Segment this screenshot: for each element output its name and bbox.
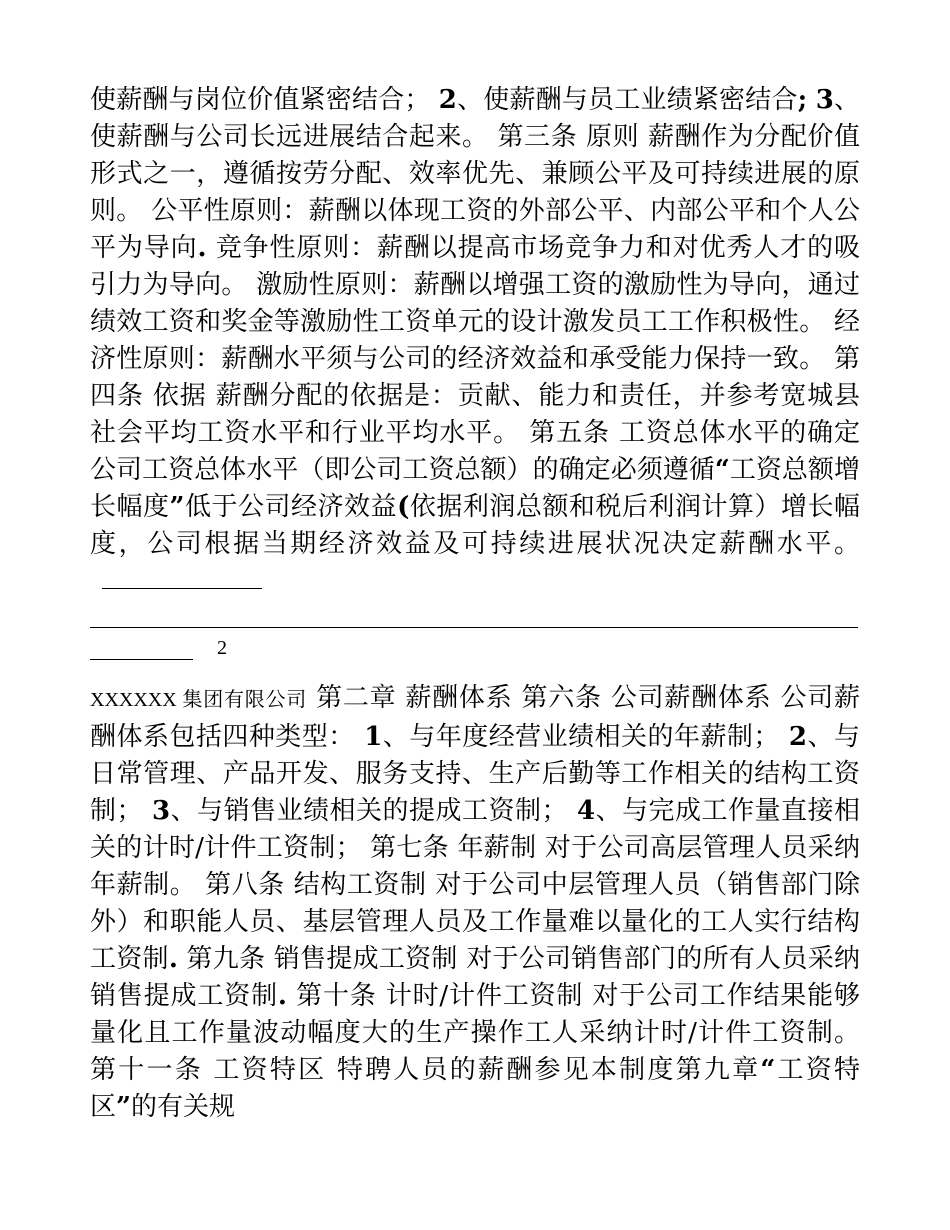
text-run: 、与完成工作量直接相关的计时/计件工资制； 第七条 年薪制 对于公司高层管理人员采纳年薪制。 第八条 结构工资制 对于公司中层管理人员（销售部门除外）和职能人员、基层管理人员及工作量难以量化的工人实行结构工资制 (90, 796, 860, 974)
text-run: 依据利润总额和税后利润计算）增长幅度，公司根据当期经济效益及可持续进展状况决定薪酬水平。 (90, 492, 860, 559)
quote-mark: “ (760, 1055, 776, 1085)
quote-mark: “ (714, 455, 730, 485)
punctuation: ; (797, 85, 808, 115)
text-run: 、使薪酬与员工业绩紧密结合 (456, 85, 798, 115)
text-run: 、与日常管理、产品开发、服务支持、生产后勤等工作相关的结构工资制； (90, 722, 860, 826)
text-run: 第九条 销售提成工资制 对于公司销售部门的所有人员采纳销售提成工资制 (90, 944, 860, 1011)
page-footer (90, 636, 227, 660)
text-run: 、与销售业绩相关的提成工资制； (170, 796, 568, 826)
text-run: 竞争性原则：薪酬以提高市场竞争力和对优秀人才的吸引力为导向。 激励性原则：薪酬以增强工资的激励性为导向，通过绩效工资和奖金等激励性工资单元的设计激发员工工作积极性。 经济性原则：薪酬水平须与公司的经济效益和承受能力保持一致。 第四条 依据 薪酬分配的依据是：贡献、能力和责任，并参考宽城县社会平均工资水平和行业平均水平。 第五条 工资总体水平的确定 公司工资总体水平（即公司工资总额）的确定必须遵循 (90, 233, 860, 485)
quote-mark: ” (116, 1092, 131, 1122)
text-run: 低于公司经济效益 (184, 492, 398, 522)
punctuation: . (197, 233, 207, 263)
punctuation: ( (397, 492, 410, 522)
quote-mark: ” (169, 492, 185, 522)
punctuation: . (168, 944, 178, 974)
text-run: 工资特区 (90, 1055, 860, 1122)
footer-underline (90, 641, 193, 660)
page-break-rule (90, 627, 858, 628)
page-number: 2 (217, 637, 227, 659)
text-run: 第二章 薪酬体系 第六条 公司薪酬体系 公司薪酬体系包括四种类型： (90, 683, 860, 752)
text-run: 的有关规 (130, 1092, 235, 1122)
punctuation: . (277, 981, 287, 1011)
compensation-system-paragraph (90, 680, 860, 1126)
text-run: 使薪酬与岗位价值紧密结合； (90, 85, 431, 115)
text-run: 第十条 计时/计件工资制 对于公司工作结果能够量化且工作量波动幅度大的生产操作工人采纳计时/计件工资制。 第十一条 工资特区 特聘人员的薪酬参见本制度第九章 (90, 981, 860, 1085)
text-run: 、使薪酬与公司长远进展结合起来。 第三条 原则 薪酬作为分配价值形式之一，遵循按劳分配、效率优先、兼顾公平及可持续进展的原则。 公平性原则：薪酬以体现工资的外部公平、内部公平和个人公平为导向 (90, 85, 860, 263)
item-number: 3 (815, 85, 834, 115)
text-run: 、与年度经营业绩相关的年薪制； (382, 722, 780, 752)
item-number: 2 (438, 85, 457, 115)
item-number: 4 (567, 796, 596, 826)
page-one-body (90, 82, 860, 600)
item-number: 3 (142, 796, 171, 826)
page-two-body (90, 680, 860, 1126)
text-run: 工资总额增长幅度 (90, 455, 860, 522)
item-number: 1 (354, 722, 383, 752)
compensation-principles-paragraph (90, 82, 860, 600)
trailing-underline (102, 587, 262, 589)
item-number: 2 (779, 722, 808, 752)
company-name: XXXXXX 集团有限公司 (90, 689, 308, 711)
